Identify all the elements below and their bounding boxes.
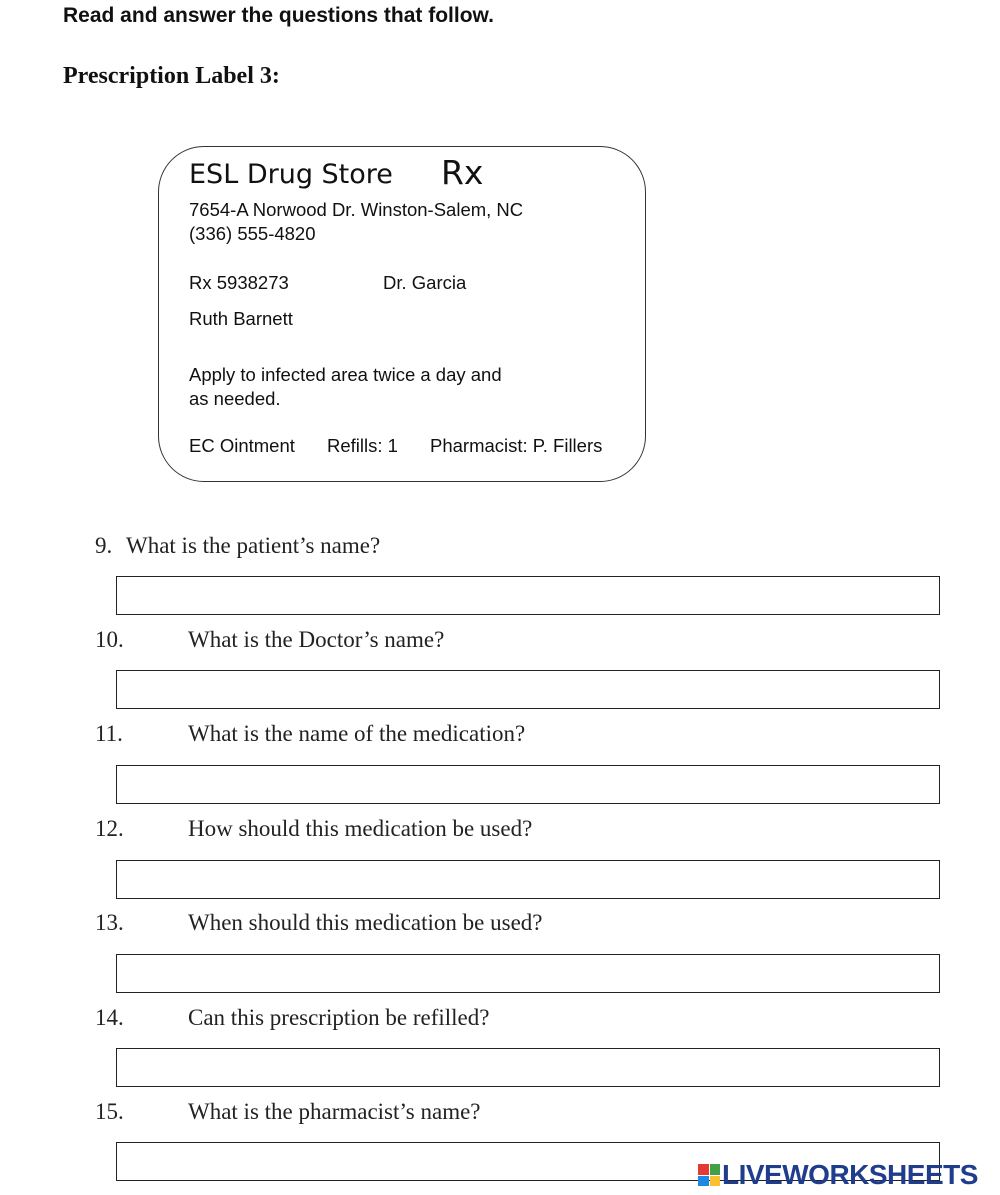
question-text: How should this medication be used? [188, 816, 533, 841]
refills-count: Refills: 1 [327, 435, 398, 456]
rx-symbol: Rx [441, 153, 484, 192]
question-text: What is the name of the medication? [188, 721, 526, 746]
directions-line-1: Apply to infected area twice a day and [189, 364, 502, 385]
answer-box-13[interactable] [116, 954, 940, 993]
store-name: ESL Drug Store [189, 159, 393, 190]
rx-number: Rx 5938273 [189, 272, 289, 293]
question-text: What is the Doctor’s name? [188, 627, 445, 652]
answer-box-9[interactable] [116, 576, 940, 615]
answer-box-10[interactable] [116, 670, 940, 709]
answer-box-14[interactable] [116, 1048, 940, 1087]
pharmacist-name: Pharmacist: P. Fillers [430, 435, 603, 456]
logo-square [698, 1164, 709, 1175]
question-number: 13. [95, 910, 124, 935]
answer-box-12[interactable] [116, 860, 940, 899]
patient-name: Ruth Barnett [189, 308, 293, 329]
label-title: Prescription Label 3: [63, 63, 280, 89]
question-number: 11. [95, 721, 123, 746]
question-number: 12. [95, 816, 124, 841]
answer-box-11[interactable] [116, 765, 940, 804]
prescription-label [158, 146, 646, 482]
directions-line-2: as needed. [189, 388, 281, 409]
logo-square [710, 1176, 721, 1187]
medication-name: EC Ointment [189, 435, 295, 456]
liveworksheets-logo-icon [698, 1164, 720, 1186]
question-number: 14. [95, 1005, 124, 1030]
liveworksheets-watermark [698, 1159, 978, 1191]
watermark-text: LIVEWORKSHEETS [722, 1159, 978, 1190]
store-phone: (336) 555-4820 [189, 223, 316, 244]
logo-square [698, 1176, 709, 1187]
question-text: When should this medication be used? [188, 910, 543, 935]
question-number: 15. [95, 1099, 124, 1124]
logo-square [710, 1164, 721, 1175]
question-number: 9. [95, 533, 113, 558]
question-text: What is the pharmacist’s name? [188, 1099, 481, 1124]
question-number: 10. [95, 627, 124, 652]
question-text: What is the patient’s name? [126, 533, 381, 558]
doctor-name: Dr. Garcia [383, 272, 467, 293]
store-address: 7654-A Norwood Dr. Winston-Salem, NC [189, 199, 524, 220]
question-text: Can this prescription be refilled? [188, 1005, 490, 1030]
instructions-heading: Read and answer the questions that follow. [63, 4, 494, 27]
